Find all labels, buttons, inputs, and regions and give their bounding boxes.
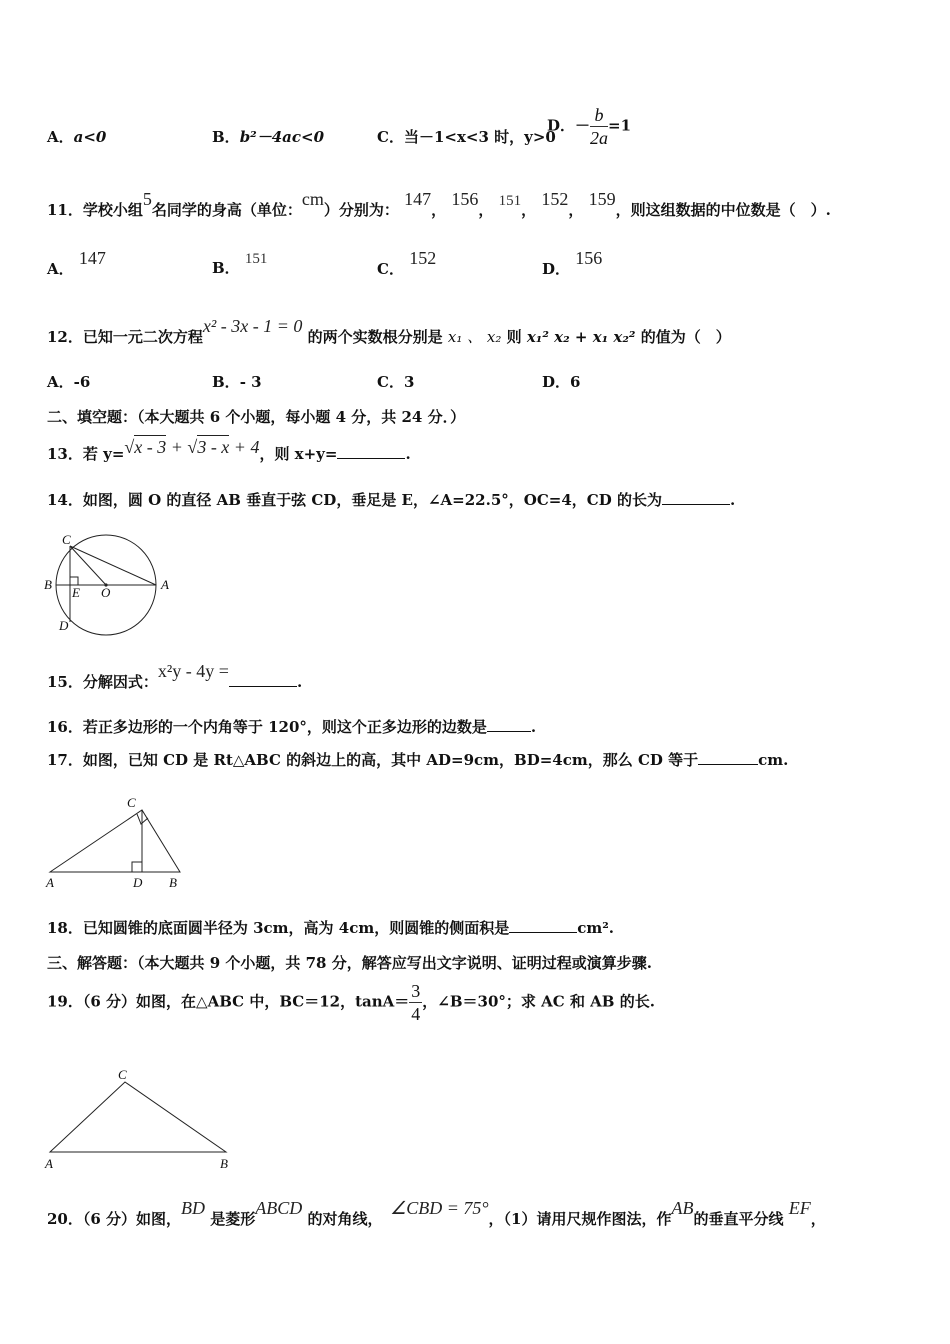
q17-triangle-figure: [40, 790, 190, 895]
q16-stem: 16．若正多边形的一个内角等于 120°，则这个正多边形的边数是 .: [47, 718, 537, 736]
right-angle-mark-d: [132, 862, 142, 872]
label-c: C: [62, 532, 71, 547]
label-b: B: [220, 1156, 228, 1171]
q10-option-b: B．b²－4ac<0: [212, 128, 325, 146]
q14-circle-figure: [40, 530, 180, 640]
triangle-abc: [50, 810, 180, 872]
q20-stem: 20．（6 分）如图，BD 是菱形ABCD 的对角线， ∠CBD = 75°，（1）请用尺规作图法，作AB的垂直平分线 EF，: [47, 1198, 826, 1228]
q14-answer-blank[interactable]: [662, 492, 730, 505]
q11-option-a: A． 147: [47, 248, 106, 278]
q12-stem: 12．已知一元二次方程x² - 3x - 1 = 0 的两个实数根分别是 x₁ 、 x₂ 则 x₁² x₂ + x₁ x₂² 的值为（ ）: [47, 316, 731, 346]
q14-stem: 14．如图，圆 O 的直径 AB 垂直于弦 CD，垂足是 E，∠A=22.5°，OC=4，CD 的长为 .: [47, 491, 736, 509]
label-e: E: [72, 585, 80, 600]
q12-option-d: D．6: [542, 373, 581, 391]
q11-stem: 11．学校小组5名同学的身高（单位：cm）分别为： 147， 156， 151， 152， 159，则这组数据的中位数是（ ）.: [47, 189, 831, 219]
q12-option-c: C．3: [377, 373, 415, 391]
q15-answer-blank[interactable]: [229, 674, 297, 687]
label-b: B: [44, 577, 52, 592]
segment-co: [70, 546, 106, 585]
q17-answer-blank[interactable]: [698, 752, 758, 765]
label-c: C: [118, 1067, 127, 1082]
q13-stem: 13．若 y=√x - 3 + √3 - x + 4，则 x+y= .: [47, 437, 411, 463]
label-a: A: [46, 875, 54, 890]
label-o: O: [101, 585, 111, 600]
q19-stem: 19．（6 分）如图，在△ABC 中，BC＝12，tanA＝ $\frac{3}{4}$ ，∠B＝30°；求 AC 和 AB 的长.: [47, 981, 655, 1024]
label-d: D: [133, 875, 143, 890]
q10-option-c: C．当－1<x<3 时，y>0: [377, 128, 556, 146]
q15-stem: 15．分解因式：x²y - 4y =.: [47, 661, 303, 691]
triangle-abc: [50, 1082, 226, 1152]
label-a: A: [161, 577, 169, 592]
q10-option-a: A．a<0: [47, 128, 107, 146]
q18-answer-blank[interactable]: [509, 920, 577, 933]
q10-option-d: D．－ $\frac{b}{2a}$ =1: [547, 105, 632, 148]
section3-title: 三、解答题：（本大题共 9 个小题，共 78 分，解答应写出文字说明、证明过程或演算步骤.: [47, 954, 652, 972]
q19-triangle-figure: [40, 1062, 240, 1174]
right-angle-mark: [70, 577, 78, 585]
label-a: A: [45, 1156, 53, 1171]
q18-stem: 18．已知圆锥的底面圆半径为 3cm，高为 4cm，则圆锥的侧面积是 cm².: [47, 919, 615, 937]
q12-option-a: A．-6: [47, 373, 91, 391]
q11-option-b: B． 151: [212, 251, 268, 277]
q10-d-fraction: $\frac{b}{2a}$: [590, 105, 609, 148]
label-b: B: [169, 875, 177, 890]
section2-title: 二、填空题：（本大题共 6 个小题，每小题 4 分，共 24 分．）: [47, 408, 466, 426]
q19-tan-fraction: $\frac{3}{4}$: [411, 981, 421, 1024]
q11-option-c: C． 152: [377, 248, 437, 278]
label-d: D: [59, 618, 69, 633]
q12-option-b: B．- 3: [212, 373, 262, 391]
q11-option-d: D． 156: [542, 248, 603, 278]
q16-answer-blank[interactable]: [487, 719, 531, 732]
label-c: C: [127, 795, 136, 810]
q17-stem: 17．如图，已知 CD 是 Rt△ABC 的斜边上的高，其中 AD=9cm，BD=4cm，那么 CD 等于 cm.: [47, 751, 789, 769]
q13-answer-blank[interactable]: [337, 446, 405, 459]
